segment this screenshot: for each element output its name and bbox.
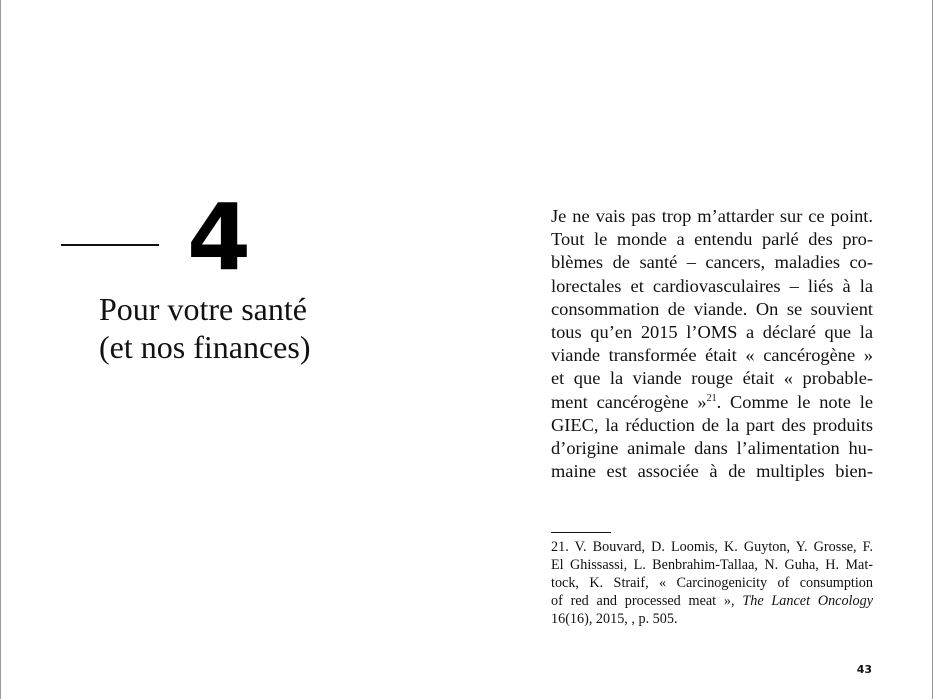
- chapter-number: 4: [187, 184, 250, 291]
- body-line-segment: . Comme le note le: [716, 391, 874, 412]
- body-line: GIEC, la réduction de la part des produits: [551, 414, 873, 435]
- journal-title: The Lancet Oncology: [742, 593, 873, 609]
- body-line-segment: ment cancérogène »: [551, 391, 707, 412]
- body-line: consommation de viande. On se souvient: [551, 298, 873, 319]
- body-text: [551, 205, 873, 483]
- chapter-title-line: Pour votre santé: [99, 291, 307, 327]
- footnote-line: tock, K. Straif, « Carcinogenicity of consumption: [551, 575, 873, 591]
- chapter-title: [99, 290, 429, 366]
- footnote-text: of red and processed meat »,: [551, 593, 735, 609]
- page-edge-left: [0, 0, 1, 699]
- body-line: tous qu’en 2015 l’OMS a déclaré que la: [551, 321, 873, 342]
- page-number: 43: [856, 663, 872, 676]
- footnote-reference: 21: [706, 392, 717, 404]
- footnote-line: 21. V. Bouvard, D. Loomis, K. Guyton, Y. Grosse, F.: [551, 539, 873, 555]
- body-line: Je ne vais pas trop m’attarder sur ce point.: [551, 206, 873, 226]
- body-line: d’origine animale dans l’alimentation hu-: [551, 437, 873, 458]
- body-line: blèmes de santé – cancers, maladies co-: [551, 252, 873, 273]
- body-line-with-footnote-ref: [551, 391, 873, 414]
- footnote-line: El Ghissassi, L. Benbrahim-Tallaa, N. Guha, H. Mat-: [551, 557, 873, 573]
- body-line: viande transformée était « cancérogène »: [551, 345, 873, 366]
- footnote-line: 16(16), 2015, , p. 505.: [551, 611, 678, 627]
- body-line: Tout le monde a entendu parlé des pro-: [551, 229, 873, 250]
- footnote-rule: [551, 532, 611, 533]
- chapter-rule: [61, 244, 159, 246]
- body-line: lorectales et cardiovasculaires – liés à la: [551, 275, 873, 296]
- body-line: maine est associée à de multiples bien-: [551, 461, 873, 482]
- footnote-line: [551, 592, 873, 610]
- chapter-title-line: (et nos finances): [99, 329, 311, 365]
- body-line: et que la viande rouge était « probable-: [551, 368, 873, 389]
- footnote: [551, 538, 873, 628]
